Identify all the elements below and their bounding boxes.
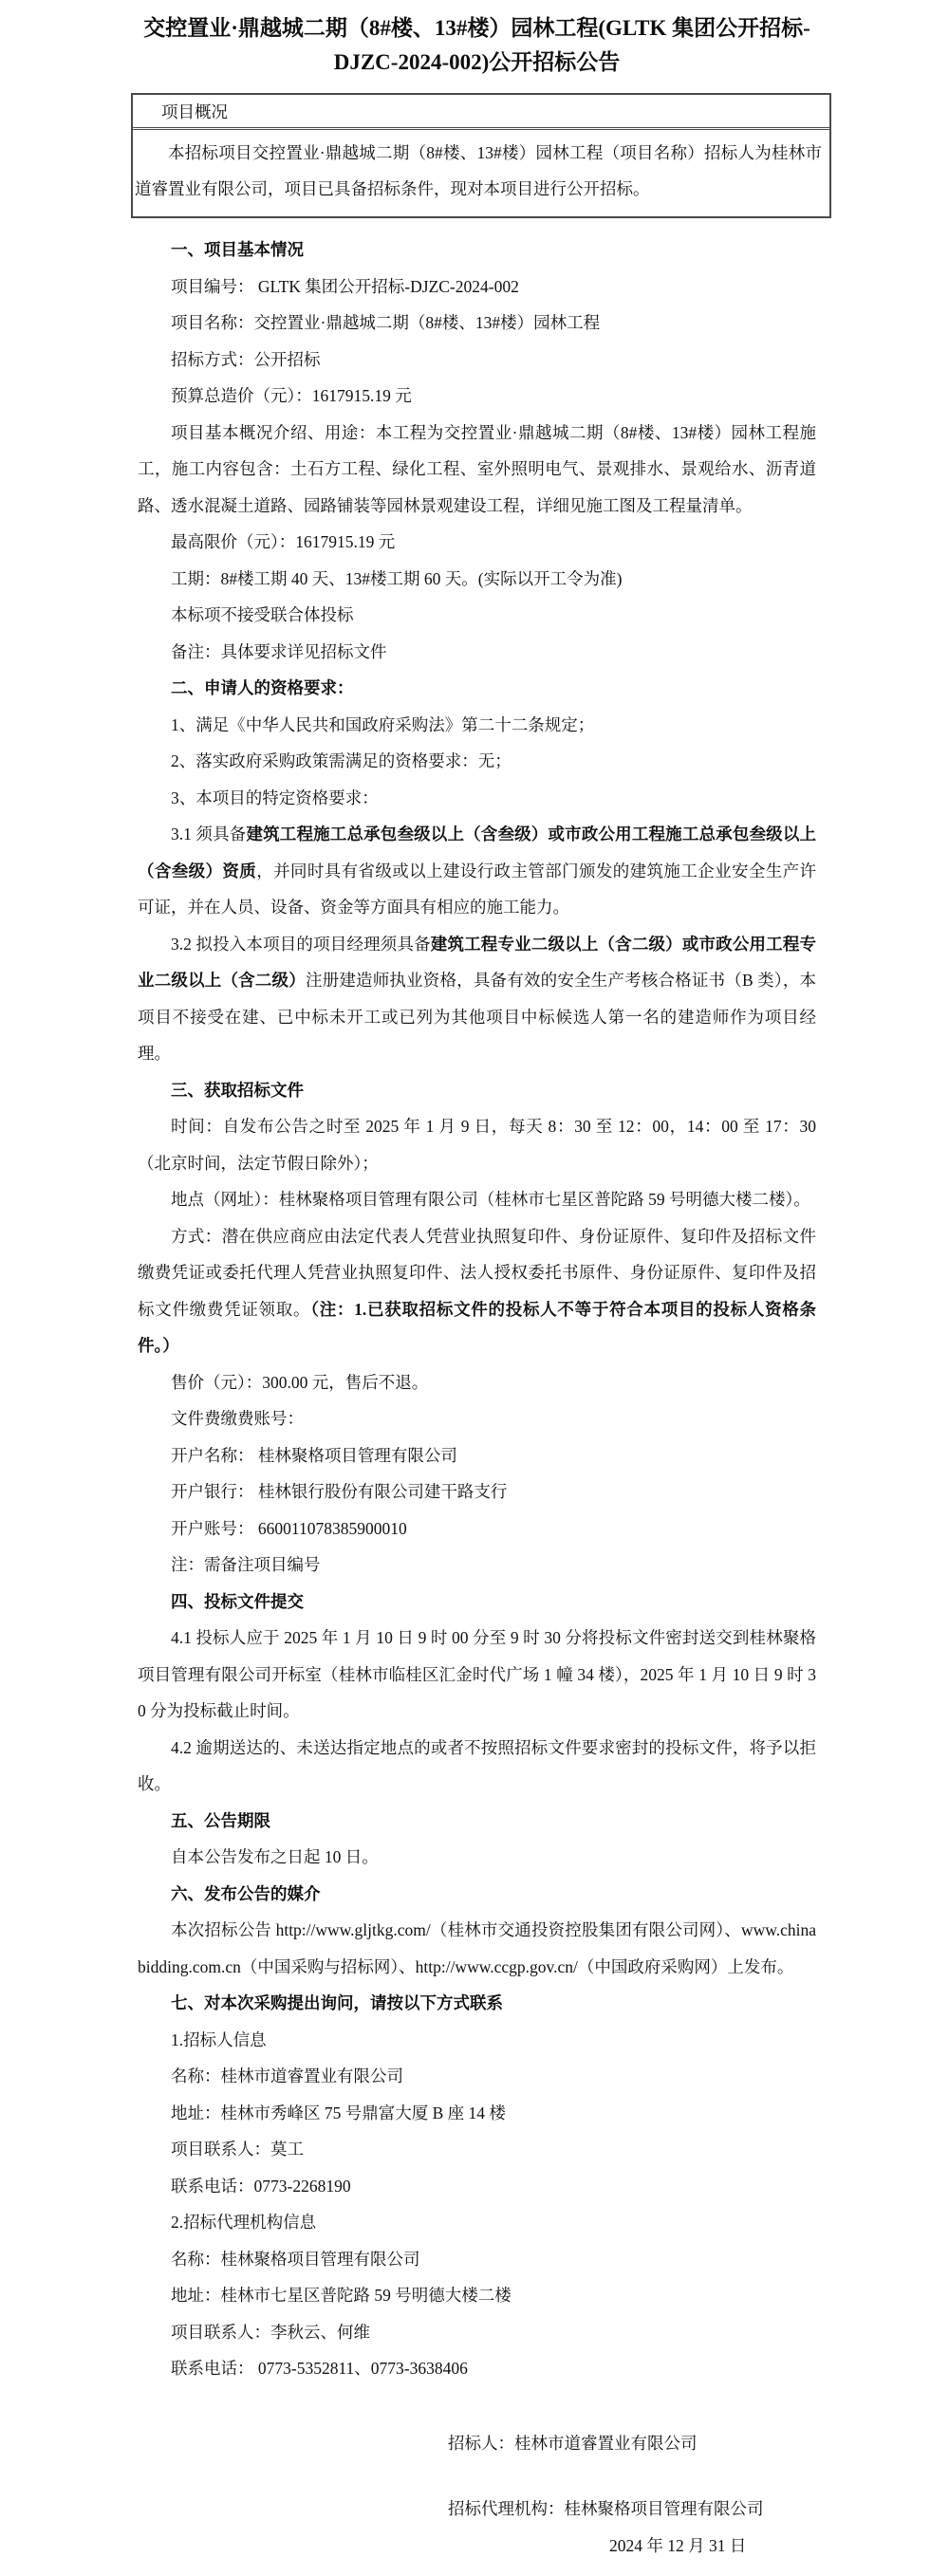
paragraph [138, 707, 816, 744]
section-heading [138, 1985, 816, 2022]
paragraph [138, 634, 816, 671]
paragraph [138, 561, 816, 598]
text-run: 最高限价（元）：1617915.19 元 [171, 532, 396, 551]
paragraph [138, 305, 816, 342]
document-body [138, 232, 816, 2387]
text-run: 备注：具体要求详见招标文件 [171, 641, 387, 661]
text-run: 本次招标公告 http://www.gljtkg.com/（桂林市交通投资控股集团有限公司网）、www.chinabidding.com.cn（中国采购与招标网）、http://www.ccgp.gov.cn/（中国政府采购网）上发布。 [138, 1920, 816, 1976]
text-run: 文件费缴费账号： [171, 1409, 304, 1428]
text-run: 项目联系人：李秋云、何维 [171, 2322, 370, 2342]
text-run: 预算总造价（元）：1617915.19 元 [171, 386, 412, 405]
paragraph [138, 269, 816, 306]
text-run: 名称：桂林聚格项目管理有限公司 [171, 2249, 420, 2269]
paragraph [138, 1437, 816, 1474]
text-run: 四、投标文件提交 [171, 1591, 304, 1611]
paragraph [138, 597, 816, 634]
text-run: 自本公告发布之日起 10 日。 [171, 1847, 379, 1866]
text-run: 项目联系人：莫工 [171, 2140, 304, 2159]
paragraph [138, 926, 816, 1072]
text-run: 二、申请人的资格要求： [171, 678, 354, 697]
text-run: 注：需备注项目编号 [171, 1555, 321, 1574]
paragraph [138, 1400, 816, 1437]
text-run: 六、发布公告的媒介 [171, 1883, 321, 1903]
paragraph [138, 2131, 816, 2168]
text-run: 三、获取招标文件 [171, 1080, 304, 1100]
text-run: ，并同时具有省级或以上建设行政主管部门颁发的建筑施工企业安全生产许可证，并在人员、设备、资金等方面具有相应的施工能力。 [138, 861, 817, 917]
section-heading [138, 1072, 816, 1109]
text-run: 4.2 逾期送达的、未送达指定地点的或者不按照招标文件要求密封的投标文件，将予以拒收。 [138, 1737, 816, 1793]
section-heading [138, 1876, 816, 1913]
bidder-signature: 招标人：桂林市道睿置业有限公司 [448, 2433, 698, 2453]
text-run: 联系电话：0773-2268190 [171, 2176, 351, 2196]
paragraph [138, 524, 816, 561]
text-run: 地址：桂林市秀峰区 75 号鼎富大厦 B 座 14 楼 [171, 2103, 506, 2122]
text-run: 时间：自发布公告之时至 2025 年 1 月 9 日，每天 8：30 至 12：00，14：00 至 17：30（北京时间，法定节假日除外）； [138, 1117, 816, 1173]
paragraph [138, 2168, 816, 2205]
text-run: 开户银行： 桂林银行股份有限公司建干路支行 [171, 1482, 508, 1501]
text-run: 项目编号： GLTK 集团公开招标-DJZC-2024-002 [171, 276, 519, 296]
overview-box-body: 本招标项目交控置业·鼎越城二期（8#楼、13#楼）园林工程（项目名称）招标人为桂林市道睿置业有限公司，项目已具备招标条件，现对本项目进行公开招标。 [135, 143, 822, 198]
paragraph [138, 2314, 816, 2351]
text-run: 2、落实政府采购政策需满足的资格要求：无； [171, 751, 512, 770]
paragraph [138, 415, 816, 525]
section-heading [138, 1803, 816, 1840]
paragraph [138, 1473, 816, 1510]
paragraph [138, 1218, 816, 1364]
paragraph [138, 743, 816, 780]
text-run: 五、公告期限 [171, 1810, 270, 1830]
text-run: 1、满足《中华人民共和国政府采购法》第二十二条规定； [171, 714, 595, 734]
text-run: 2.招标代理机构信息 [171, 2213, 317, 2232]
text-run: 一、项目基本情况 [171, 240, 304, 259]
announcement-date: 2024 年 12 月 31 日 [609, 2535, 747, 2555]
text-run: 方式：潜在供应商应由法定代表人凭营业执照复印件、身份证原件、复印件及招标文件缴费凭证或委托代理人凭营业执照复印件、法人授权委托书原件、身份证原件、复印件及招标文件缴费凭证领取。 [138, 1226, 816, 1319]
paragraph [138, 378, 816, 415]
paragraph [138, 780, 816, 817]
text-run: 联系电话： 0773-5352811、0773-3638406 [171, 2359, 468, 2378]
text-run: 建筑工程专业二级以上（含二级）或市政公用工程专业二级以上（含二级） [138, 934, 817, 990]
paragraph [138, 1108, 816, 1181]
text-run: 3.1 须具备 [171, 825, 247, 843]
paragraph [138, 2241, 816, 2278]
text-run: 开户名称： 桂林聚格项目管理有限公司 [171, 1445, 457, 1465]
paragraph [138, 816, 816, 926]
text-run: 注册建造师执业资格，具备有效的安全生产考核合格证书（B 类），本项目不接受在建、已中标未开工或已列为其他项目中标候选人第一名的建造师作为项目经理。 [138, 971, 817, 1063]
text-run: 售价（元）：300.00 元，售后不退。 [171, 1372, 429, 1392]
text-run: 3、本项目的特定资格要求： [171, 788, 379, 807]
section-heading [138, 232, 816, 269]
paragraph [138, 1181, 816, 1218]
text-run: 招标方式：公开招标 [171, 349, 321, 369]
paragraph [138, 1620, 816, 1730]
paragraph [138, 1839, 816, 1876]
project-overview-box [131, 93, 831, 218]
paragraph [138, 342, 816, 379]
overview-box-header: 项目概况 [133, 95, 829, 130]
text-run: 地点（网址）：桂林聚格项目管理有限公司（桂林市七星区普陀路 59 号明德大楼二楼）。 [171, 1190, 810, 1209]
text-run: 项目基本概况介绍、用途：本工程为交控置业·鼎越城二期（8#楼、13#楼）园林工程施工，施工内容包含：土石方工程、绿化工程、室外照明电气、景观排水、景观给水、沥青道路、透水混凝土道路、园路铺装等园林景观建设工程，详细见施工图及工程量清单。 [138, 422, 816, 515]
text-run: 名称：桂林市道睿置业有限公司 [171, 2066, 403, 2085]
paragraph [138, 2058, 816, 2095]
section-heading [138, 670, 816, 707]
paragraph [138, 1730, 816, 1803]
text-run: 地址：桂林市七星区普陀路 59 号明德大楼二楼 [171, 2286, 512, 2305]
document-title: 交控置业·鼎越城二期（8#楼、13#楼）园林工程(GLTK 集团公开招标-DJZC-2024-002)公开招标公告 [143, 16, 810, 74]
paragraph [138, 1510, 816, 1547]
text-run: 七、对本次采购提出询问，请按以下方式联系 [171, 1993, 503, 2012]
paragraph [138, 2022, 816, 2059]
paragraph [138, 1547, 816, 1584]
text-run: 1.招标人信息 [171, 2029, 267, 2049]
agency-signature: 招标代理机构：桂林聚格项目管理有限公司 [448, 2499, 764, 2518]
paragraph [138, 1912, 816, 1985]
text-run: （注：1.已获取招标文件的投标人不等于符合本项目的投标人资格条件。） [138, 1299, 817, 1355]
text-run: 项目名称：交控置业·鼎越城二期（8#楼、13#楼）园林工程 [171, 313, 601, 332]
text-run: 3.2 拟投入本项目的项目经理须具备 [171, 934, 431, 954]
text-run: 工期：8#楼工期 40 天、13#楼工期 60 天。(实际以开工令为准) [171, 568, 623, 588]
text-run: 本标项不接受联合体投标 [171, 605, 354, 624]
paragraph [138, 2350, 816, 2387]
text-run: 建筑工程施工总承包叁级以上（含叁级）或市政公用工程施工总承包叁级以上（含叁级）资质 [138, 825, 817, 880]
paragraph [138, 1364, 816, 1401]
paragraph [138, 2204, 816, 2241]
text-run: 开户账号： 660011078385900010 [171, 1518, 407, 1538]
signature-block [138, 2425, 816, 2565]
text-run: 4.1 投标人应于 2025 年 1 月 10 日 9 时 00 分至 9 时 30 分将投标文件密封送交到桂林聚格项目管理有限公司开标室（桂林市临桂区汇金时代广场 1 幢 34 楼），2025 年 1 月 10 日 9 时 30 分为投标截止时间。 [138, 1628, 816, 1720]
section-heading [138, 1584, 816, 1621]
paragraph [138, 2277, 816, 2314]
paragraph [138, 2095, 816, 2132]
